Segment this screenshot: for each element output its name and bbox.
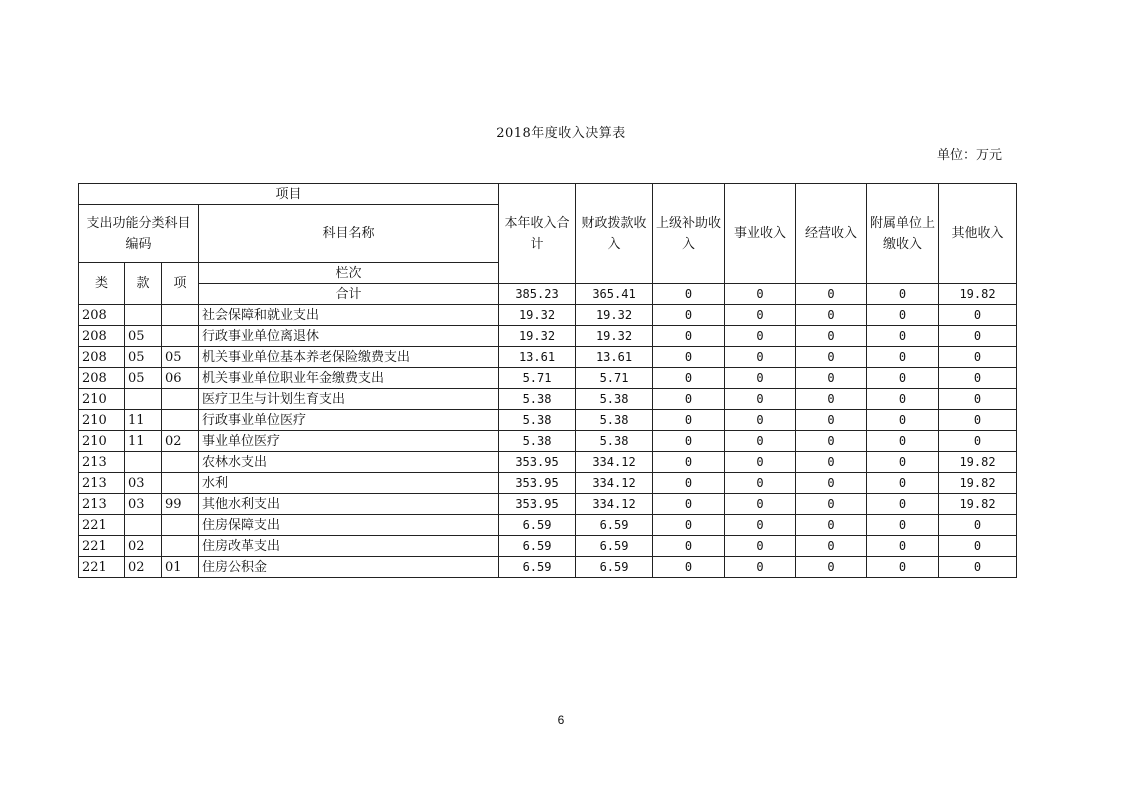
amount-cell: 0 xyxy=(725,368,796,389)
header-lei: 类 xyxy=(79,263,125,305)
table-row xyxy=(79,347,1017,368)
amount-cell: 0 xyxy=(867,515,939,536)
table-row xyxy=(79,326,1017,347)
amount-cell: 334.12 xyxy=(576,494,653,515)
total-value: 0 xyxy=(653,284,725,305)
code-kuan xyxy=(125,452,162,473)
amount-cell: 0 xyxy=(939,536,1017,557)
table-row xyxy=(79,410,1017,431)
header-name: 科目名称 xyxy=(199,205,499,263)
amount-cell: 13.61 xyxy=(576,347,653,368)
code-kuan xyxy=(125,515,162,536)
amount-cell: 0 xyxy=(939,431,1017,452)
code-xiang xyxy=(162,536,199,557)
amount-cell: 0 xyxy=(796,473,867,494)
amount-cell: 6.59 xyxy=(499,557,576,578)
total-label: 合计 xyxy=(199,284,499,305)
subject-name: 行政事业单位医疗 xyxy=(199,410,499,431)
amount-cell: 0 xyxy=(653,473,725,494)
amount-cell: 0 xyxy=(867,557,939,578)
subject-name: 水利 xyxy=(199,473,499,494)
amount-cell: 0 xyxy=(796,515,867,536)
amount-cell: 5.38 xyxy=(576,410,653,431)
table-row xyxy=(79,515,1017,536)
amount-cell: 6.59 xyxy=(576,557,653,578)
amount-cell: 5.38 xyxy=(499,389,576,410)
code-lei: 213 xyxy=(79,452,125,473)
table-row xyxy=(79,368,1017,389)
table-row xyxy=(79,536,1017,557)
amount-cell: 353.95 xyxy=(499,473,576,494)
amount-cell: 19.32 xyxy=(499,326,576,347)
amount-cell: 0 xyxy=(796,326,867,347)
amount-cell: 0 xyxy=(725,557,796,578)
code-xiang: 01 xyxy=(162,557,199,578)
code-lei: 208 xyxy=(79,347,125,368)
amount-cell: 353.95 xyxy=(499,494,576,515)
subject-name: 农林水支出 xyxy=(199,452,499,473)
amount-cell: 0 xyxy=(867,536,939,557)
amount-cell: 0 xyxy=(653,515,725,536)
amount-cell: 0 xyxy=(653,368,725,389)
amount-cell: 0 xyxy=(725,473,796,494)
code-kuan: 02 xyxy=(125,557,162,578)
amount-cell: 353.95 xyxy=(499,452,576,473)
table-row xyxy=(79,473,1017,494)
subject-name: 行政事业单位离退休 xyxy=(199,326,499,347)
table-row xyxy=(79,431,1017,452)
code-lei: 221 xyxy=(79,515,125,536)
amount-cell: 0 xyxy=(725,347,796,368)
amount-cell: 0 xyxy=(939,326,1017,347)
amount-cell: 19.32 xyxy=(576,305,653,326)
amount-cell: 0 xyxy=(867,305,939,326)
table-row xyxy=(79,452,1017,473)
header-kuan: 款 xyxy=(125,263,162,305)
header-item: 项目 xyxy=(79,184,499,205)
amount-cell: 0 xyxy=(867,347,939,368)
code-kuan: 11 xyxy=(125,431,162,452)
page-number: 6 xyxy=(557,713,565,727)
code-lei: 210 xyxy=(79,410,125,431)
amount-cell: 0 xyxy=(796,494,867,515)
amount-cell: 6.59 xyxy=(576,536,653,557)
amount-cell: 0 xyxy=(653,494,725,515)
code-xiang: 02 xyxy=(162,431,199,452)
amount-cell: 0 xyxy=(796,368,867,389)
amount-cell: 6.59 xyxy=(576,515,653,536)
code-lei: 221 xyxy=(79,536,125,557)
amount-cell: 19.82 xyxy=(939,494,1017,515)
code-lei: 221 xyxy=(79,557,125,578)
code-kuan: 05 xyxy=(125,326,162,347)
subject-name: 其他水利支出 xyxy=(199,494,499,515)
amount-cell: 0 xyxy=(867,389,939,410)
amount-cell: 0 xyxy=(867,431,939,452)
amount-cell: 0 xyxy=(653,347,725,368)
amount-cell: 19.32 xyxy=(499,305,576,326)
amount-cell: 0 xyxy=(796,347,867,368)
amount-cell: 0 xyxy=(725,536,796,557)
total-value: 19.82 xyxy=(939,284,1017,305)
income-table xyxy=(78,183,1017,578)
amount-cell: 0 xyxy=(725,431,796,452)
code-lei: 208 xyxy=(79,326,125,347)
amount-cell: 19.82 xyxy=(939,452,1017,473)
amount-cell: 0 xyxy=(939,389,1017,410)
subject-name: 机关事业单位基本养老保险缴费支出 xyxy=(199,347,499,368)
code-xiang xyxy=(162,515,199,536)
amount-cell: 19.32 xyxy=(576,326,653,347)
code-xiang xyxy=(162,410,199,431)
amount-cell: 0 xyxy=(725,326,796,347)
amount-cell: 0 xyxy=(653,305,725,326)
header-col-5: 经营收入 xyxy=(796,184,867,284)
amount-cell: 0 xyxy=(725,515,796,536)
code-xiang xyxy=(162,389,199,410)
code-kuan: 03 xyxy=(125,473,162,494)
code-kuan: 11 xyxy=(125,410,162,431)
amount-cell: 6.59 xyxy=(499,515,576,536)
code-xiang xyxy=(162,473,199,494)
header-lanci: 栏次 xyxy=(199,263,499,284)
header-xiang: 项 xyxy=(162,263,199,305)
header-col-7: 其他收入 xyxy=(939,184,1017,284)
header-col-4: 事业收入 xyxy=(725,184,796,284)
header-code-group: 支出功能分类科目编码 xyxy=(79,205,199,263)
code-lei: 210 xyxy=(79,389,125,410)
amount-cell: 0 xyxy=(653,410,725,431)
amount-cell: 0 xyxy=(867,473,939,494)
amount-cell: 0 xyxy=(796,431,867,452)
amount-cell: 0 xyxy=(653,452,725,473)
code-kuan xyxy=(125,389,162,410)
amount-cell: 19.82 xyxy=(939,473,1017,494)
code-xiang xyxy=(162,326,199,347)
amount-cell: 5.38 xyxy=(576,431,653,452)
amount-cell: 334.12 xyxy=(576,473,653,494)
amount-cell: 0 xyxy=(725,494,796,515)
amount-cell: 0 xyxy=(867,494,939,515)
amount-cell: 0 xyxy=(867,368,939,389)
amount-cell: 0 xyxy=(939,515,1017,536)
amount-cell: 0 xyxy=(939,368,1017,389)
amount-cell: 0 xyxy=(867,326,939,347)
amount-cell: 0 xyxy=(867,452,939,473)
unit-label: 单位：万元 xyxy=(936,148,1002,163)
code-xiang: 06 xyxy=(162,368,199,389)
header-col-1: 本年收入合计 xyxy=(499,184,576,284)
subject-name: 住房保障支出 xyxy=(199,515,499,536)
amount-cell: 6.59 xyxy=(499,536,576,557)
code-lei: 210 xyxy=(79,431,125,452)
code-lei: 208 xyxy=(79,368,125,389)
amount-cell: 0 xyxy=(653,326,725,347)
amount-cell: 0 xyxy=(796,536,867,557)
total-value: 0 xyxy=(725,284,796,305)
header-col-6: 附属单位上缴收入 xyxy=(867,184,939,284)
amount-cell: 0 xyxy=(939,410,1017,431)
amount-cell: 0 xyxy=(867,410,939,431)
amount-cell: 0 xyxy=(725,389,796,410)
total-value: 0 xyxy=(867,284,939,305)
table-row xyxy=(79,557,1017,578)
amount-cell: 0 xyxy=(796,452,867,473)
code-lei: 213 xyxy=(79,494,125,515)
amount-cell: 334.12 xyxy=(576,452,653,473)
code-kuan: 02 xyxy=(125,536,162,557)
code-xiang: 99 xyxy=(162,494,199,515)
code-kuan xyxy=(125,305,162,326)
code-kuan: 03 xyxy=(125,494,162,515)
table-row xyxy=(79,305,1017,326)
amount-cell: 0 xyxy=(725,452,796,473)
code-lei: 213 xyxy=(79,473,125,494)
header-col-3: 上级补助收入 xyxy=(653,184,725,284)
amount-cell: 0 xyxy=(653,557,725,578)
amount-cell: 0 xyxy=(725,410,796,431)
subject-name: 社会保障和就业支出 xyxy=(199,305,499,326)
code-kuan: 05 xyxy=(125,347,162,368)
amount-cell: 5.71 xyxy=(499,368,576,389)
total-value: 385.23 xyxy=(499,284,576,305)
amount-cell: 0 xyxy=(653,536,725,557)
header-col-2: 财政拨款收入 xyxy=(576,184,653,284)
subject-name: 医疗卫生与计划生育支出 xyxy=(199,389,499,410)
amount-cell: 0 xyxy=(796,557,867,578)
table-row xyxy=(79,494,1017,515)
amount-cell: 0 xyxy=(939,347,1017,368)
code-kuan: 05 xyxy=(125,368,162,389)
amount-cell: 5.38 xyxy=(576,389,653,410)
subject-name: 住房公积金 xyxy=(199,557,499,578)
table-row xyxy=(79,389,1017,410)
amount-cell: 5.71 xyxy=(576,368,653,389)
total-value: 0 xyxy=(796,284,867,305)
code-xiang: 05 xyxy=(162,347,199,368)
subject-name: 机关事业单位职业年金缴费支出 xyxy=(199,368,499,389)
amount-cell: 0 xyxy=(725,305,796,326)
subject-name: 事业单位医疗 xyxy=(199,431,499,452)
amount-cell: 0 xyxy=(653,389,725,410)
code-xiang xyxy=(162,452,199,473)
code-xiang xyxy=(162,305,199,326)
report-title: 2018年度收入决算表 xyxy=(496,126,626,141)
total-value: 365.41 xyxy=(576,284,653,305)
amount-cell: 13.61 xyxy=(499,347,576,368)
amount-cell: 0 xyxy=(939,305,1017,326)
amount-cell: 0 xyxy=(796,305,867,326)
subject-name: 住房改革支出 xyxy=(199,536,499,557)
code-lei: 208 xyxy=(79,305,125,326)
amount-cell: 0 xyxy=(796,389,867,410)
amount-cell: 5.38 xyxy=(499,410,576,431)
amount-cell: 0 xyxy=(796,410,867,431)
amount-cell: 0 xyxy=(939,557,1017,578)
amount-cell: 5.38 xyxy=(499,431,576,452)
amount-cell: 0 xyxy=(653,431,725,452)
